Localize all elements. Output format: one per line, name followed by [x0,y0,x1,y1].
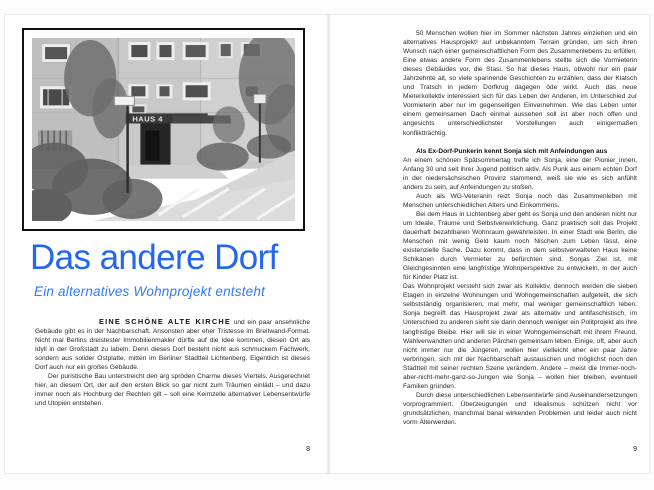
page-number-right: 9 [633,446,637,453]
paragraph: An einem schönen Spätsommertag treffe ich Sonja, eine der Pionier_innen, Anfang 30 und seit ihrer Jugend politisch aktiv. Als Punk aus einem echten Dorf in der niedersächsischen Provinz stammend, weiß sie wie es sich anfühlt anders zu sein, auf Anfeindungen zu stoßen. [403,156,637,191]
plattenbau-photo [32,38,295,221]
lead-in-heading: EINE SCHÖNE ALTE KIRCHE [99,317,232,326]
paragraph-text: und ein paar ansehnliche Gebäude gibt es in der Nachbarschaft. Ansonsten aber eher Tristesse im Breitwand-Format. Nicht mal Berlins dreistester Immobilienmakler dürfte auf die Idee kommen, diesen Ort als Idyll in der Großstadt zu labeln. Denn dieses Dorf besteht nicht aus schmuckem Fachwerk, sondern aus solider Ostplatte, mitten im Berliner Stadtteil Lichtenberg. Eigentlich ist dieses Dorf auch nur ein großes Gebäude. [35,319,310,372]
paragraph: 50 Menschen wollen hier im Sommer nächsten Jahres einziehen und ein alternatives Hausprojekt¹ auf unbekanntem Terrain gründen, um sich ihren Wunsch nach einer gemeinschaftlichen Form des Zusammenlebens zu erfüllen. Eine etwas andere Form des Zusammenlebens stellte sich die Vormieterin dieses Gebäudes vor, die Stasi. So hat dieses Haus, obwohl nur ein paar Jahrzehnte alt, so viele spannende Geschichten zu erzählen, dass der Klatsch und Tratsch in jedem Dorfkrug dagegen öde wirkt. Auch das neue Mieterkollektiv interessiert sich für das Leben der Anderen, im Unterschied zur Vormieterin aber nur im gegenseitigen Einvernehmen. Wie das Leben unter einem gemeinsamen Dach einmal aussehen soll ist aber noch offen und angesichts unterschiedlichster Vorstellungen auch einigermaßen konfliktträchtig. [403,30,637,137]
page-title: Das andere Dorf [30,238,278,277]
page-subtitle: Ein alternatives Wohnprojekt entsteht [34,284,266,299]
section-heading: Als Ex-Dorf-Punkerin kennt Sonja sich mit Anfeindungen aus [416,147,608,155]
paragraph: Der puristische Bau unterstreicht den arg spröden Charme dieses Viertels. Ausgerechnet hier, an diesem Ort, der auf den ersten Blick so gar nicht zum Träumen einlädt – und dazu immer noch als Hochburg der Rechten gilt – soll eine Keimzelle alternativer Lebensentwürfe und Utopien entstehen. [35,373,310,408]
paragraph: Durch diese unterschiedlichen Lebensentwürfe sind Auseinandersetzungen vorprogrammiert. Überzeugungen und Idealismus schützen nicht vor grundsätzlichen, manchmal banal wirkenden Problemen und leider auch nicht vorm Älterwerden. [403,391,637,426]
photo-frame [22,28,305,231]
page-number-left: 8 [306,446,310,453]
paragraph: Das Wohnprojekt versteht sich zwar als Kollektiv, dennoch werden die sieben Etagen in einzelne Wohnungen und Wohngemeinschaften aufgeteilt, die sich selbstständig organisieren, mal mehr, mal weniger gemeinschaftlich leben. Sonja begreift das Hausprojekt zwar als alternativ und antifaschistisch, im Unterschied zu anderen sieht sie darin dennoch weniger ein Politprojekt als ihre langfristige Bleibe. Hier will sie in einer Wohngemeinschaft mit ihrem Freund, Wahlverwandten und anderen Pärchen gemeinsam leben. Einige, oft, aber auch nicht immer nur die Jüngeren, wollen hier vielleicht eher ein paar Jahre verbringen, sich mit der Nachbarschaft austauschen und möglichst noch den Stadtteil mit seiner rechten Szene verändern. Andere – meist die Immer-noch-aber-nicht-mehr-ganz-so-Jungen wie Sonja – wollen hier bleiben, eventuell Familien gründen. [403,283,637,390]
right-page-body [403,29,637,427]
center-fold [326,14,331,474]
paragraph [35,317,310,372]
left-page-body [35,317,310,408]
paragraph: Auch als WG-Veteranin reizt Sonja noch das Zusammenleben mit Menschen unterschiedlichen Alters und Einkommens. [403,192,637,209]
paragraph: Bei dem Haus in Lichtenberg aber geht es Sonja und den anderen nicht nur um Ideale, Träume und Selbstverwirklichung. Ganz praktisch soll das Projekt dauerhaft bezahlbaren Wohnraum gewährleisten. In einer Stadt wie Berlin, die Menschen mit wenig Geld kaum noch Nischen zum Leben lässt, eine existenzielle Sache. Dazu kommt, dass in dem selbstverwalteten Haus keine Schikanen durch Vermieter zu befürchten sind. Sonjas Ziel ist, mit Gleichgesinnten eine langfristige Wohnperspektive zu entwickeln, in der auch für Kinder Platz ist. [403,210,637,282]
photo-haus4-sign: HAUS 4 [132,114,163,124]
